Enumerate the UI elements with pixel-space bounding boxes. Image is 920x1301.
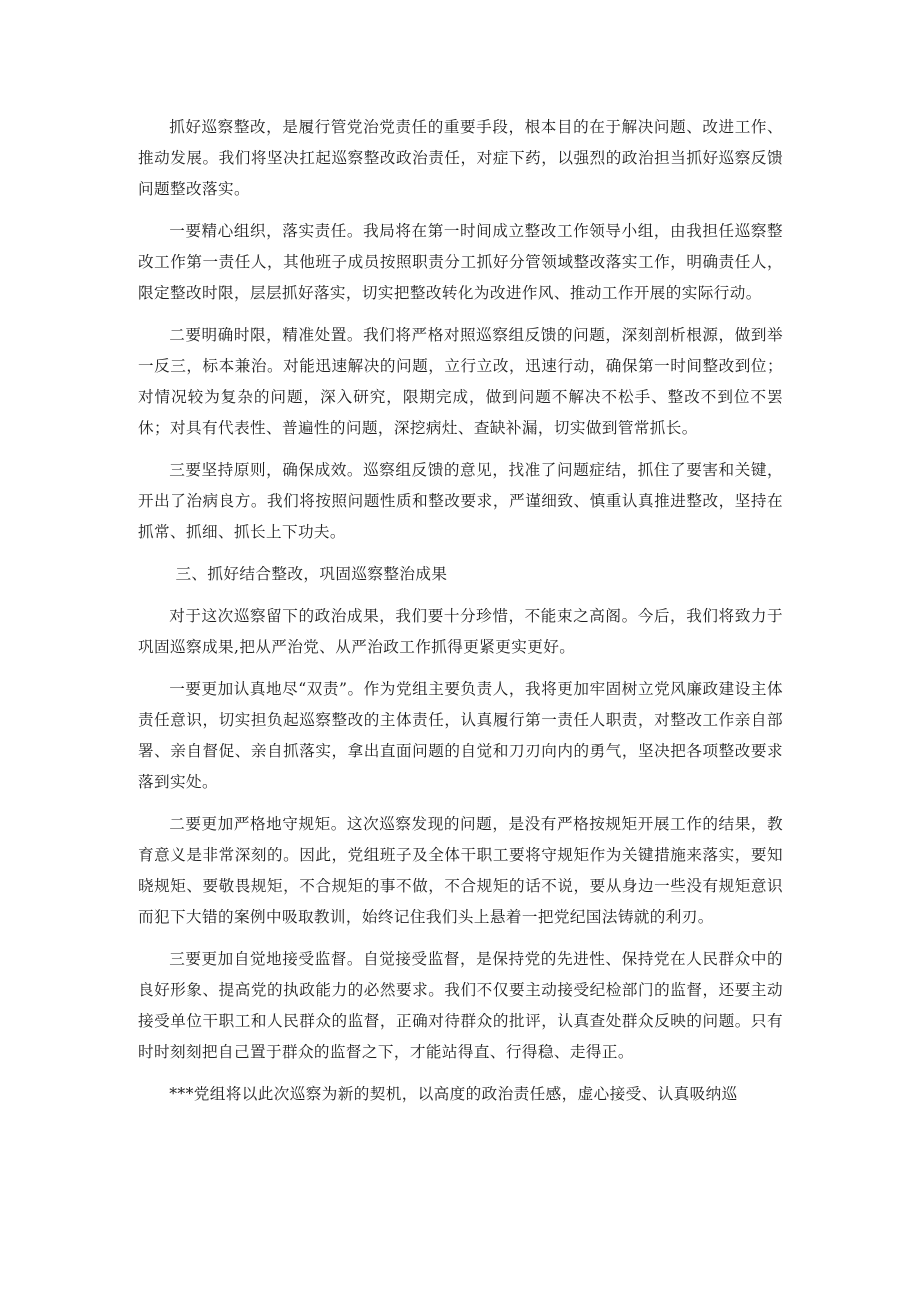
- paragraph-political-results: 对于这次巡察留下的政治成果，我们要十分珍惜，不能束之高阁。今后，我们将致力于巩固巡察成果,把从严治党、从严治政工作抓得更紧更实更好。: [138, 607, 783, 656]
- paragraph-follow-rules: 二要更加严格地守规矩。这次巡察发现的问题，是没有严格按规矩开展工作的结果，教育意义是非常深刻的。因此，党组班子及全体干职工要将守规矩作为关键措施来落实，要知晓规矩、要敬畏规矩，不合规矩的事不做，不合规矩的话不说，要从身边一些没有规矩意识而犯下大错的案例中吸取教训，始终记住我们头上悬着一把党纪国法铸就的利刃。: [138, 815, 783, 926]
- paragraph-closing-partial: ***党组将以此次巡察为新的契机，以高度的政治责任感，虚心接受、认真吸纳巡: [169, 1085, 738, 1103]
- paragraph-time-limits: 二要明确时限，精准处置。我们将严格对照巡察组反馈的问题，深刻剖析根源，做到举一反三，标本兼治。对能迅速解决的问题，立行立改，迅速行动，确保第一时间整改到位；对情况较为复杂的问题，深入研究，限期完成，做到问题不解决不松手、整改不到位不罢休；对具有代表性、普遍性的问题，深挖病灶、查缺补漏，切实做到管常抓长。: [138, 326, 783, 437]
- paragraph-organize-responsibility: 一要精心组织，落实责任。我局将在第一时间成立整改工作领导小组，由我担任巡察整改工作第一责任人，其他班子成员按照职责分工抓好分管领域整改落实工作，明确责任人，限定整改时限，层层抓好落实，切实把整改转化为改进作风、推动工作开展的实际行动。: [138, 222, 783, 302]
- paragraph-principles: 三要坚持原则，确保成效。巡察组反馈的意见，找准了问题症结，抓住了要害和关键，开出了治病良方。我们将按照问题性质和整改要求，严谨细致、慎重认真推进整改，坚持在抓常、抓细、抓长上下功夫。: [138, 461, 783, 541]
- section-heading-consolidate: 三、抓好结合整改，巩固巡察整治成果: [175, 565, 448, 583]
- paragraph-rectification-intro: 抓好巡察整改，是履行管党治党责任的重要手段，根本目的在于解决问题、改进工作、推动发展。我们将坚决扛起巡察整改政治责任，对症下药，以强烈的政治担当抓好巡察反馈问题整改落实。: [138, 118, 783, 198]
- paragraph-dual-responsibility: 一要更加认真地尽“双责”。作为党组主要负责人，我将更加牢固树立党风廉政建设主体责任意识，切实担负起巡察整改的主体责任，认真履行第一责任人职责，对整改工作亲自部署、亲自督促、亲自抓落实，拿出直面问题的自觉和刀刃向内的勇气，坚决把各项整改要求落到实处。: [138, 680, 783, 791]
- document-body: [138, 112, 783, 1110]
- paragraph-accept-supervision: 三要更加自觉地接受监督。自觉接受监督，是保持党的先进性、保持党在人民群众中的良好形象、提高党的执政能力的必然要求。我们不仅要主动接受纪检部门的监督，还要主动接受单位干职工和人民群众的监督，正确对待群众的批评，认真查处群众反映的问题。只有时时刻刻把自己置于群众的监督之下，才能站得直、行得稳、走得正。: [138, 950, 783, 1061]
